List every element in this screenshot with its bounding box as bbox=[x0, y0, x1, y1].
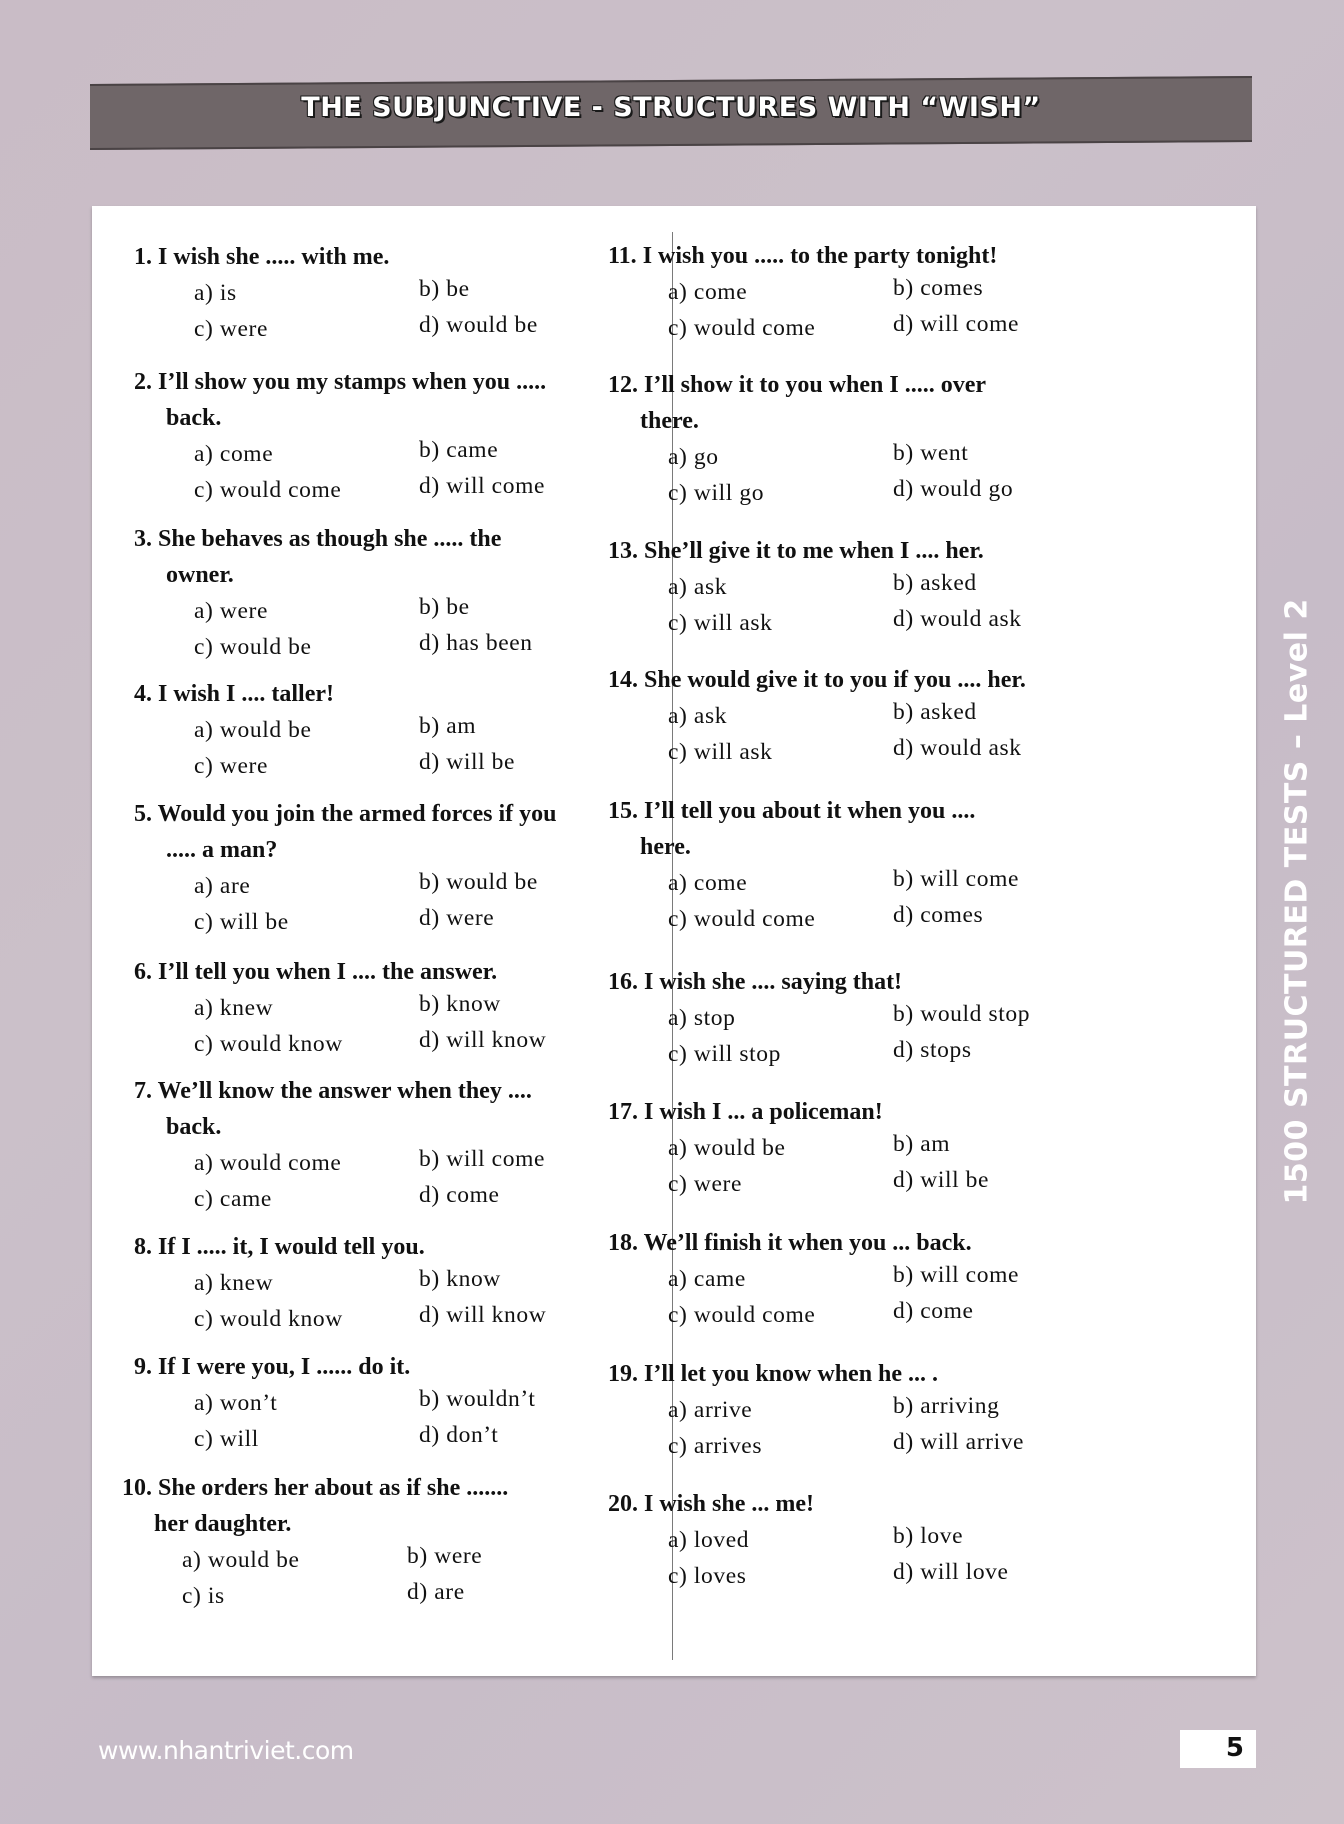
question-text bbox=[122, 1470, 508, 1506]
option-d[interactable]: d) will be bbox=[419, 749, 516, 775]
option-a[interactable]: a) would be bbox=[668, 1135, 786, 1161]
option-d[interactable]: d) would ask bbox=[893, 606, 1022, 632]
answer-options bbox=[122, 1542, 508, 1614]
question-stem: I’ll show you my stamps when you ..... bbox=[158, 369, 547, 395]
question-item bbox=[608, 793, 1019, 937]
question-text bbox=[134, 364, 546, 400]
option-c[interactable]: c) arrives bbox=[668, 1433, 763, 1459]
question-stem: I wish I ... a policeman! bbox=[644, 1099, 883, 1125]
option-c[interactable]: c) were bbox=[194, 316, 268, 342]
option-d[interactable]: d) don’t bbox=[419, 1422, 499, 1448]
option-b[interactable]: b) will come bbox=[419, 1146, 545, 1172]
question-stem: She’ll give it to me when I .... her. bbox=[644, 538, 984, 564]
answer-options bbox=[134, 275, 538, 347]
option-b[interactable]: b) asked bbox=[893, 570, 977, 596]
option-a[interactable]: a) come bbox=[668, 870, 748, 896]
option-b[interactable]: b) went bbox=[893, 440, 969, 466]
option-a[interactable]: a) knew bbox=[194, 1270, 274, 1296]
answer-options bbox=[608, 865, 1019, 937]
question-item bbox=[134, 1073, 545, 1217]
question-item bbox=[134, 796, 556, 940]
section-header-bar bbox=[90, 76, 1252, 150]
question-item bbox=[608, 1094, 990, 1202]
option-a[interactable]: a) is bbox=[194, 280, 237, 306]
question-stem: I wish I .... taller! bbox=[158, 681, 334, 707]
option-c[interactable]: c) will stop bbox=[668, 1041, 781, 1067]
question-text bbox=[608, 1094, 883, 1130]
question-stem: I’ll let you know when he ... . bbox=[644, 1361, 939, 1387]
answer-options bbox=[134, 868, 556, 940]
question-item bbox=[608, 1486, 1009, 1594]
option-c[interactable]: c) will bbox=[194, 1426, 259, 1452]
option-d[interactable]: d) will love bbox=[893, 1559, 1009, 1585]
question-stem: I wish she ... me! bbox=[644, 1491, 815, 1517]
option-c[interactable]: c) will go bbox=[668, 480, 765, 506]
answer-options bbox=[608, 274, 1019, 346]
option-c[interactable]: c) loves bbox=[668, 1563, 747, 1589]
option-b[interactable]: b) comes bbox=[893, 275, 984, 301]
question-stem: I wish she .... saying that! bbox=[644, 969, 903, 995]
option-b[interactable]: b) be bbox=[419, 594, 470, 620]
answer-options bbox=[608, 439, 1014, 511]
question-text bbox=[608, 1225, 972, 1261]
question-number: 3. bbox=[134, 526, 152, 552]
answer-options bbox=[134, 593, 533, 665]
answer-options bbox=[608, 1392, 1025, 1464]
page-number: 5 bbox=[1225, 1733, 1244, 1763]
option-a[interactable]: a) loved bbox=[668, 1527, 750, 1553]
question-stem: If I ..... it, I would tell you. bbox=[158, 1234, 425, 1260]
answer-options bbox=[134, 1385, 536, 1457]
question-stem: I wish she ..... with me. bbox=[158, 244, 390, 270]
option-c[interactable]: c) would come bbox=[668, 1302, 816, 1328]
option-c[interactable]: c) would come bbox=[668, 906, 816, 932]
option-d[interactable]: d) will come bbox=[893, 311, 1019, 337]
option-b[interactable]: b) wouldn’t bbox=[419, 1386, 536, 1412]
question-number: 12. bbox=[608, 372, 638, 398]
option-a[interactable]: a) go bbox=[668, 444, 719, 470]
question-text-continued: owner. bbox=[166, 562, 234, 588]
option-b[interactable]: b) asked bbox=[893, 699, 977, 725]
question-stem: If I were you, I ...... do it. bbox=[158, 1354, 411, 1380]
question-number: 9. bbox=[134, 1354, 152, 1380]
question-item bbox=[608, 533, 1022, 641]
answer-options bbox=[134, 1265, 547, 1337]
option-c[interactable]: c) would come bbox=[668, 315, 816, 341]
option-b[interactable]: b) will come bbox=[893, 1262, 1019, 1288]
option-a[interactable]: a) came bbox=[668, 1266, 746, 1292]
question-text bbox=[608, 367, 986, 403]
question-item bbox=[134, 239, 538, 347]
option-b[interactable]: b) love bbox=[893, 1523, 964, 1549]
option-d[interactable]: d) come bbox=[419, 1182, 500, 1208]
option-a[interactable]: a) would be bbox=[194, 717, 312, 743]
option-a[interactable]: a) stop bbox=[668, 1005, 736, 1031]
question-text-continued: there. bbox=[640, 408, 699, 434]
side-book-label-text: 1500 STRUCTURED TESTS – Level 2 bbox=[1279, 598, 1315, 1205]
option-a[interactable]: a) would be bbox=[182, 1547, 300, 1573]
question-text bbox=[134, 1229, 425, 1265]
question-text bbox=[134, 1073, 532, 1109]
option-d[interactable]: d) will be bbox=[893, 1167, 990, 1193]
answer-options bbox=[608, 1130, 990, 1202]
option-c[interactable]: c) were bbox=[194, 753, 268, 779]
exercise-panel bbox=[92, 206, 1256, 1676]
option-c[interactable]: c) will ask bbox=[668, 610, 773, 636]
question-stem: I’ll tell you about it when you .... bbox=[644, 798, 976, 824]
footer-website: www.nhantriviet.com bbox=[98, 1736, 354, 1765]
option-a[interactable]: a) arrive bbox=[668, 1397, 753, 1423]
question-text bbox=[134, 521, 501, 557]
option-b[interactable]: b) am bbox=[893, 1131, 951, 1157]
option-a[interactable]: a) were bbox=[194, 598, 268, 624]
question-text bbox=[608, 662, 1026, 698]
question-text bbox=[134, 1349, 410, 1385]
question-number: 15. bbox=[608, 798, 638, 824]
question-text bbox=[608, 1486, 814, 1522]
option-d[interactable]: d) will arrive bbox=[893, 1429, 1025, 1455]
option-c[interactable]: c) would know bbox=[194, 1306, 343, 1332]
question-text-continued: here. bbox=[640, 834, 691, 860]
option-d[interactable]: d) are bbox=[407, 1579, 465, 1605]
page-number-box bbox=[1180, 1730, 1256, 1768]
option-c[interactable]: c) will be bbox=[194, 909, 289, 935]
option-b[interactable]: b) will come bbox=[893, 866, 1019, 892]
question-text-continued: back. bbox=[166, 1114, 222, 1140]
question-item bbox=[134, 676, 516, 784]
option-b[interactable]: b) were bbox=[407, 1543, 483, 1569]
option-d[interactable]: d) will know bbox=[419, 1302, 547, 1328]
question-number: 2. bbox=[134, 369, 152, 395]
question-item bbox=[608, 662, 1026, 770]
question-text bbox=[608, 533, 984, 569]
question-item bbox=[608, 1356, 1025, 1464]
question-number: 6. bbox=[134, 959, 152, 985]
question-item bbox=[134, 521, 533, 665]
question-stem: I’ll tell you when I .... the answer. bbox=[158, 959, 498, 985]
option-b[interactable]: b) be bbox=[419, 276, 470, 302]
option-d[interactable]: d) would ask bbox=[893, 735, 1022, 761]
question-stem: She orders her about as if she ....... bbox=[158, 1475, 509, 1501]
option-d[interactable]: d) will know bbox=[419, 1027, 547, 1053]
question-number: 16. bbox=[608, 969, 638, 995]
answer-options bbox=[608, 1000, 1031, 1072]
question-number: 20. bbox=[608, 1491, 638, 1517]
question-text bbox=[134, 796, 556, 832]
question-number: 4. bbox=[134, 681, 152, 707]
question-stem: We’ll finish it when you ... back. bbox=[643, 1230, 972, 1256]
option-a[interactable]: a) ask bbox=[668, 574, 728, 600]
option-b[interactable]: b) would stop bbox=[893, 1001, 1031, 1027]
question-text bbox=[608, 238, 997, 274]
question-item bbox=[608, 238, 1019, 346]
option-b[interactable]: b) know bbox=[419, 1266, 501, 1292]
option-a[interactable]: a) come bbox=[668, 279, 748, 305]
option-c[interactable]: c) would be bbox=[194, 634, 312, 660]
question-text bbox=[608, 964, 902, 1000]
answer-options bbox=[608, 1261, 1019, 1333]
question-item bbox=[134, 1229, 547, 1337]
answer-options bbox=[608, 569, 1022, 641]
question-stem: She would give it to you if you .... her. bbox=[644, 667, 1026, 693]
question-item bbox=[608, 1225, 1019, 1333]
question-number: 7. bbox=[134, 1078, 152, 1104]
option-c[interactable]: c) would come bbox=[194, 477, 342, 503]
option-b[interactable]: b) would be bbox=[419, 869, 538, 895]
question-item bbox=[608, 964, 1031, 1072]
option-a[interactable]: a) are bbox=[194, 873, 251, 899]
option-c[interactable]: c) came bbox=[194, 1186, 272, 1212]
question-text-continued: back. bbox=[166, 405, 222, 431]
question-text bbox=[134, 954, 497, 990]
question-text-continued: her daughter. bbox=[154, 1511, 292, 1537]
answer-options bbox=[608, 1522, 1009, 1594]
option-a[interactable]: a) would come bbox=[194, 1150, 342, 1176]
question-stem: Would you join the armed forces if you bbox=[157, 801, 557, 827]
answer-options bbox=[134, 712, 516, 784]
answer-options bbox=[608, 698, 1026, 770]
option-c[interactable]: c) were bbox=[668, 1171, 742, 1197]
answer-options bbox=[134, 990, 547, 1062]
option-a[interactable]: a) ask bbox=[668, 703, 728, 729]
option-b[interactable]: b) am bbox=[419, 713, 477, 739]
question-item bbox=[122, 1470, 508, 1614]
question-number: 10. bbox=[122, 1475, 152, 1501]
question-item bbox=[608, 367, 1014, 511]
option-b[interactable]: b) arriving bbox=[893, 1393, 1000, 1419]
question-number: 11. bbox=[608, 243, 637, 269]
option-d[interactable]: d) will come bbox=[419, 473, 545, 499]
question-stem: I wish you ..... to the party tonight! bbox=[642, 243, 998, 269]
question-stem: We’ll know the answer when they .... bbox=[157, 1078, 532, 1104]
option-d[interactable]: d) would go bbox=[893, 476, 1014, 502]
option-a[interactable]: a) knew bbox=[194, 995, 274, 1021]
question-stem: She behaves as though she ..... the bbox=[158, 526, 502, 552]
option-d[interactable]: d) stops bbox=[893, 1037, 972, 1063]
question-number: 14. bbox=[608, 667, 638, 693]
option-c[interactable]: c) will ask bbox=[668, 739, 773, 765]
option-d[interactable]: d) come bbox=[893, 1298, 974, 1324]
question-number: 17. bbox=[608, 1099, 638, 1125]
question-text bbox=[134, 239, 389, 275]
question-text bbox=[134, 676, 334, 712]
question-text-continued: ..... a man? bbox=[166, 837, 278, 863]
option-d[interactable]: d) has been bbox=[419, 630, 533, 656]
question-number: 19. bbox=[608, 1361, 638, 1387]
option-d[interactable]: d) would be bbox=[419, 312, 538, 338]
answer-options bbox=[134, 1145, 545, 1217]
option-b[interactable]: b) came bbox=[419, 437, 499, 463]
answer-options bbox=[134, 436, 546, 508]
option-c[interactable]: c) would know bbox=[194, 1031, 343, 1057]
option-c[interactable]: c) is bbox=[182, 1583, 225, 1609]
option-a[interactable]: a) won’t bbox=[194, 1390, 278, 1416]
question-stem: I’ll show it to you when I ..... over bbox=[644, 372, 987, 398]
question-text bbox=[608, 793, 975, 829]
option-d[interactable]: d) comes bbox=[893, 902, 984, 928]
question-number: 5. bbox=[134, 801, 152, 827]
question-text bbox=[608, 1356, 938, 1392]
question-number: 13. bbox=[608, 538, 638, 564]
option-d[interactable]: d) were bbox=[419, 905, 495, 931]
question-number: 1. bbox=[134, 244, 152, 270]
option-b[interactable]: b) know bbox=[419, 991, 501, 1017]
question-number: 18. bbox=[608, 1230, 638, 1256]
question-item bbox=[134, 1349, 536, 1457]
section-title: THE SUBJUNCTIVE - STRUCTURES WITH “WISH” bbox=[301, 92, 1041, 123]
question-number: 8. bbox=[134, 1234, 152, 1260]
question-item bbox=[134, 954, 547, 1062]
option-a[interactable]: a) come bbox=[194, 441, 274, 467]
question-item bbox=[134, 364, 546, 508]
